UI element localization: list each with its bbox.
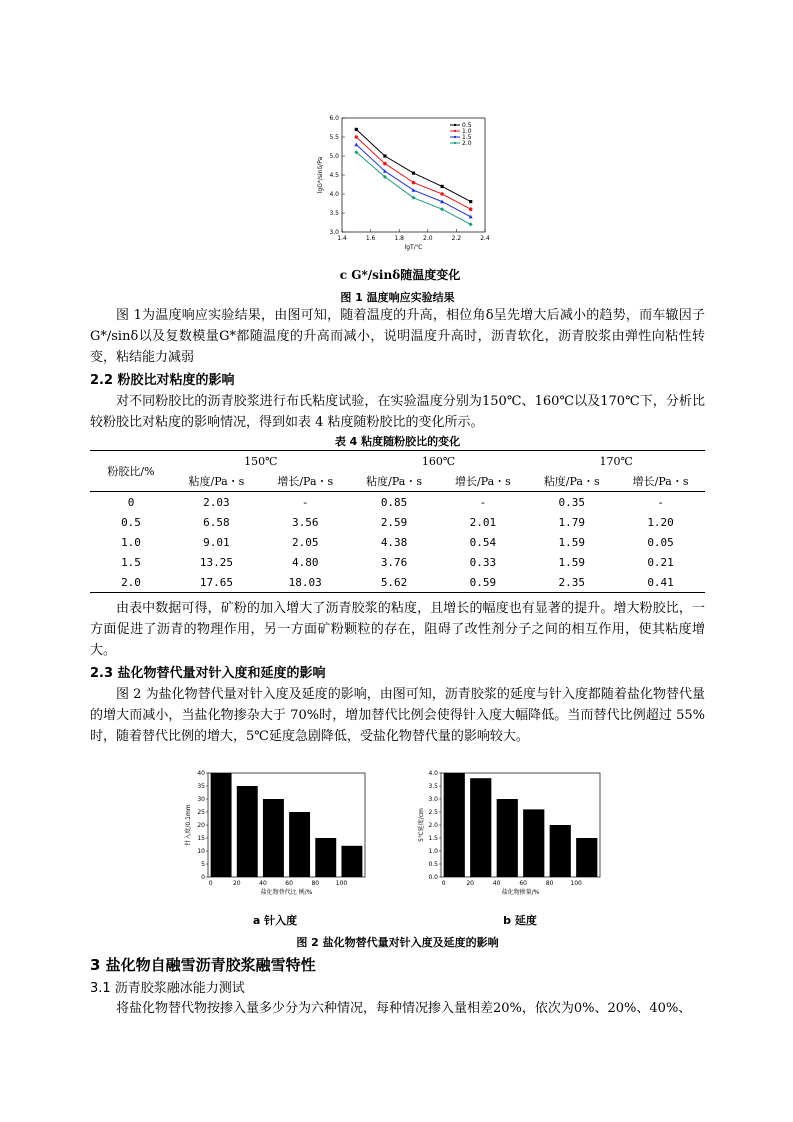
bar-100 bbox=[341, 846, 362, 877]
y-tick-label: 40 bbox=[197, 770, 205, 777]
y-tick-label: 6.0 bbox=[329, 115, 339, 122]
penetration-bar-chart bbox=[180, 765, 370, 900]
x-axis-label: 盐化物替代比 例/% bbox=[260, 889, 313, 896]
table-cell: 0.35 bbox=[558, 495, 585, 509]
paragraph-salt-substitution: 图 2 为盐化物替代量对针入度及延度的影响，由图可知，沥青胶浆的延度与针入度都随着盐化物替代量的增大而减小，当盐化物掺杂大于 70%时，增加替代比例会使得针入度大幅降低。当而替代比例超过 55%时，随着替代比例的增大，5℃延度急剧降低，受盐化物替代量的影响较大。 bbox=[90, 687, 705, 744]
temperature-response-line-chart bbox=[300, 108, 500, 258]
y-tick-label: 30 bbox=[197, 796, 205, 803]
data-point bbox=[441, 185, 444, 188]
y-axis-label: 5℃延度/cm bbox=[418, 808, 425, 842]
table-cell: 1.79 bbox=[558, 515, 585, 529]
table-cell: 1.59 bbox=[558, 555, 585, 569]
y-tick-label: 5.5 bbox=[329, 134, 339, 141]
table-cell: 9.01 bbox=[203, 535, 230, 549]
x-tick-label: 60 bbox=[285, 880, 293, 887]
table-cell-ratio: 1.0 bbox=[121, 535, 141, 549]
y-tick-label: 15 bbox=[197, 835, 205, 842]
section-2-2-heading: 2.2 粉胶比对粘度的影响 bbox=[90, 373, 235, 388]
data-point bbox=[440, 207, 444, 211]
table-cell: 2.03 bbox=[203, 495, 230, 509]
data-point bbox=[383, 154, 386, 157]
table-row bbox=[90, 572, 705, 593]
table-cell: 0.21 bbox=[647, 555, 674, 569]
temp-header-170: 170℃ bbox=[527, 451, 705, 472]
y-tick-label: 1.0 bbox=[428, 848, 438, 855]
section-2-3-heading: 2.3 盐化物替代量对针入度和延度的影响 bbox=[90, 666, 326, 681]
fig2b-subcaption: b 延度 bbox=[503, 914, 537, 927]
table-row-header: 粉胶比/% bbox=[90, 451, 172, 492]
data-point bbox=[440, 192, 444, 196]
legend-marker bbox=[454, 130, 456, 132]
x-tick-label: 60 bbox=[519, 880, 527, 887]
table-cell: 2.05 bbox=[291, 535, 319, 549]
y-axis-label: 针入度/0.1mm bbox=[185, 804, 192, 846]
table-cell: 1.59 bbox=[558, 535, 585, 549]
table-cell: 2.35 bbox=[527, 572, 616, 593]
table-cell: 18.03 bbox=[261, 572, 350, 593]
bar-80 bbox=[315, 838, 336, 877]
y-tick-label: 2.0 bbox=[428, 822, 438, 829]
table-cell-ratio: 0 bbox=[127, 495, 135, 509]
x-tick-label: 20 bbox=[232, 880, 241, 887]
data-point bbox=[355, 128, 358, 131]
y-tick-label: 1.5 bbox=[428, 835, 438, 842]
y-tick-label: 5.0 bbox=[329, 153, 339, 160]
bar-40 bbox=[263, 799, 284, 877]
section-3-heading: 3 盐化物自融雪沥青胶浆融雪特性 bbox=[90, 956, 316, 974]
legend-marker bbox=[454, 142, 456, 144]
x-tick-label: 0 bbox=[208, 880, 213, 887]
legend-marker bbox=[454, 124, 456, 126]
table-row bbox=[90, 552, 705, 572]
y-axis-label: lgG*/sinδ/Pa bbox=[317, 156, 324, 194]
bar-0 bbox=[211, 773, 232, 877]
bar-60 bbox=[523, 809, 544, 877]
y-tick-label: 10 bbox=[197, 848, 205, 855]
y-tick-label: 0 bbox=[201, 874, 205, 881]
x-tick-label: 2.4 bbox=[480, 235, 490, 242]
fig2-caption: 图 2 盐化物替代量对针入度及延度的影响 bbox=[296, 936, 499, 949]
bar-20 bbox=[470, 778, 491, 877]
table-cell: 2.59 bbox=[380, 515, 408, 529]
fig2a-subcaption: a 针入度 bbox=[252, 914, 298, 927]
bar-0 bbox=[444, 773, 465, 877]
sub-header: 增长/Pa・s bbox=[261, 471, 350, 492]
y-tick-label: 25 bbox=[197, 809, 205, 816]
data-point bbox=[469, 222, 473, 226]
sub-header: 增长/Pa・s bbox=[616, 471, 705, 492]
paragraph-powder-ratio: 对不同粉胶比的沥青胶浆进行布氏粘度试验，在实验温度分别为150℃、160℃以及170℃下，分析比较粉胶比对粘度的影响情况，得到如表 4 粘度随粉胶比的变化所示。 bbox=[90, 394, 705, 430]
data-point bbox=[355, 135, 359, 139]
table-body bbox=[90, 492, 705, 593]
y-tick-label: 4.5 bbox=[329, 172, 339, 179]
fig1-caption: 图 1 温度响应实验结果 bbox=[340, 291, 455, 304]
table-cell: 1.20 bbox=[647, 515, 674, 529]
y-tick-label: 0.5 bbox=[428, 861, 438, 868]
table-cell: 4.80 bbox=[291, 555, 319, 569]
bar-80 bbox=[550, 825, 571, 877]
x-tick-label: 1.6 bbox=[365, 235, 376, 242]
viscosity-table bbox=[90, 450, 705, 593]
y-tick-label: 3.5 bbox=[329, 210, 339, 217]
table-cell: - bbox=[301, 495, 309, 509]
table-cell: 0.54 bbox=[469, 535, 497, 549]
x-tick-label: 40 bbox=[492, 880, 501, 887]
table-row bbox=[90, 492, 705, 513]
y-tick-label: 20 bbox=[197, 822, 205, 829]
table-row bbox=[90, 532, 705, 552]
legend-entry: 1.5 bbox=[462, 134, 472, 141]
data-point bbox=[469, 200, 472, 203]
table-cell: 0.41 bbox=[616, 572, 705, 593]
series-line-1.5 bbox=[356, 145, 470, 217]
table-cell: 2.01 bbox=[469, 515, 497, 529]
bar-20 bbox=[237, 786, 258, 877]
x-tick-label: 100 bbox=[335, 880, 348, 887]
table-cell: 3.56 bbox=[291, 515, 319, 529]
x-tick-label: 1.8 bbox=[394, 235, 404, 242]
y-tick-label: 4.0 bbox=[329, 191, 339, 198]
paragraph-table-analysis: 由表中数据可得，矿粉的加入增大了沥青胶浆的粘度，且增长的幅度也有显著的提升。增大粉胶比，一方面促进了沥青的物理作用，另一方面矿粉颗粒的存在，阻碍了改性剂分子之间的相互作用，使其粘度增大。 bbox=[90, 601, 705, 658]
table-cell: 17.65 bbox=[172, 572, 261, 593]
temp-header-160: 160℃ bbox=[350, 451, 528, 472]
x-tick-label: 0 bbox=[441, 880, 446, 887]
table-cell: 6.58 bbox=[203, 515, 230, 529]
table4-caption: 表 4 粘度随粉胶比的变化 bbox=[334, 435, 461, 448]
ductility-bar-chart bbox=[405, 765, 605, 900]
y-tick-label: 0.0 bbox=[428, 874, 438, 881]
sub-header: 粘度/Pa・s bbox=[527, 471, 616, 492]
data-point bbox=[469, 207, 473, 211]
table-cell: 0.85 bbox=[380, 495, 408, 509]
table-cell: 13.25 bbox=[199, 555, 233, 569]
legend-entry: 2.0 bbox=[462, 140, 472, 147]
temp-header-150: 150℃ bbox=[172, 451, 350, 472]
sub-header: 粘度/Pa・s bbox=[350, 471, 439, 492]
x-tick-label: 2.0 bbox=[423, 235, 433, 242]
bar-100 bbox=[576, 838, 597, 877]
table-cell: 0.59 bbox=[438, 572, 527, 593]
bar-40 bbox=[497, 799, 518, 877]
table-cell: 0.05 bbox=[647, 535, 674, 549]
table-cell: 5.62 bbox=[350, 572, 439, 593]
x-tick-label: 20 bbox=[466, 880, 474, 887]
paragraph-temperature-response: 图 1为温度响应实验结果，由图可知，随着温度的升高，相位角δ呈先增大后减小的趋势，而车辙因子G*/sinδ以及复数模量G*都随温度的升高而减小，说明温度升高时，沥青软化，沥青胶浆由弹性向粘性转变，粘结能力减弱 bbox=[90, 308, 705, 365]
x-axis-label: lgT/℃ bbox=[404, 244, 423, 251]
table-cell: 3.76 bbox=[380, 555, 408, 569]
x-tick-label: 80 bbox=[311, 880, 320, 887]
section-3-1-heading: 3.1 沥青胶浆融冰能力测试 bbox=[90, 981, 245, 996]
y-tick-label: 3.0 bbox=[329, 229, 339, 236]
y-tick-label: 5 bbox=[201, 861, 205, 868]
x-tick-label: 80 bbox=[545, 880, 554, 887]
table-cell-ratio: 2.0 bbox=[90, 572, 172, 593]
data-point bbox=[354, 143, 358, 147]
paragraph-ice-melting: 将盐化物替代物按掺入量多少分为六种情况，每种情况掺入量相差20%，依次为0%、20%、40%、 bbox=[116, 1001, 692, 1016]
data-point bbox=[412, 181, 416, 185]
table-cell: - bbox=[657, 495, 664, 509]
table-cell: 0.33 bbox=[469, 555, 497, 569]
legend-entry: 1.0 bbox=[462, 128, 472, 135]
legend-entry: 0.5 bbox=[462, 122, 472, 129]
x-tick-label: 1.4 bbox=[337, 235, 347, 242]
fig1c-subcaption: c G*/sinδ随温度变化 bbox=[339, 268, 461, 282]
x-tick-label: 40 bbox=[259, 880, 267, 887]
table-cell: - bbox=[479, 495, 487, 509]
y-tick-label: 3.5 bbox=[428, 783, 438, 790]
table-row bbox=[90, 512, 705, 532]
table-cell-ratio: 1.5 bbox=[121, 555, 141, 569]
sub-header: 粘度/Pa・s bbox=[172, 471, 261, 492]
y-tick-label: 4.0 bbox=[428, 770, 438, 777]
x-tick-label: 2.2 bbox=[451, 235, 462, 242]
y-tick-label: 3.0 bbox=[428, 796, 438, 803]
sub-header: 增长/Pa・s bbox=[438, 471, 527, 492]
x-axis-label: 盐化物掺量/% bbox=[501, 889, 540, 896]
bar-60 bbox=[289, 812, 310, 877]
data-point bbox=[412, 172, 415, 175]
x-tick-label: 100 bbox=[570, 880, 582, 887]
table-cell: 4.38 bbox=[380, 535, 408, 549]
data-point bbox=[383, 162, 387, 166]
y-tick-label: 35 bbox=[197, 783, 205, 790]
table-cell-ratio: 0.5 bbox=[121, 515, 141, 529]
y-tick-label: 2.5 bbox=[428, 809, 438, 816]
legend-marker bbox=[454, 136, 456, 138]
